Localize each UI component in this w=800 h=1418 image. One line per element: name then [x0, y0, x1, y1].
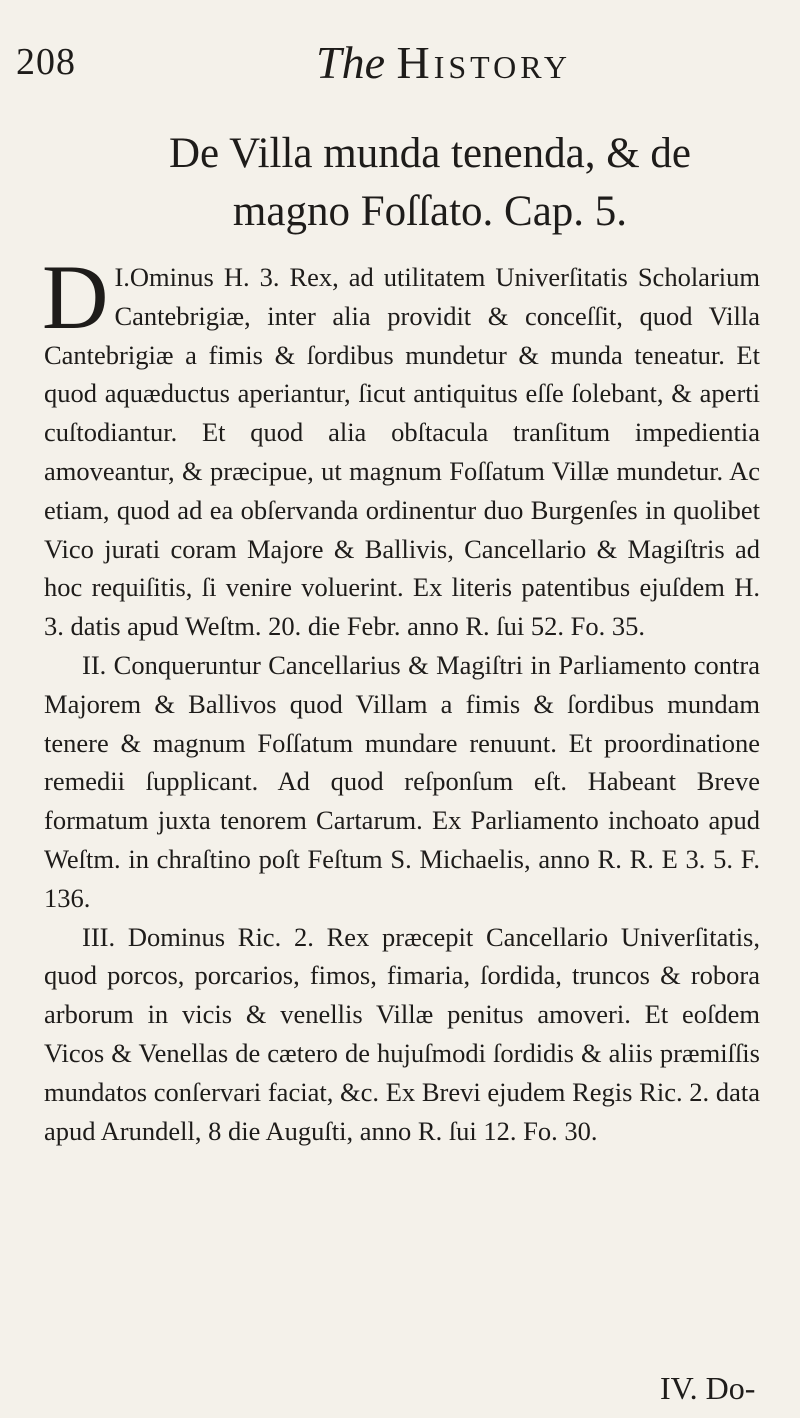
drop-cap: D — [42, 246, 109, 348]
paragraph-numeral: I. — [114, 262, 130, 292]
paragraph-2: II. Conqueruntur Cancellarius & Magiſtri in Parliamento contra Majorem & Ballivos quod Villam a fimis & ſordibus mundam tenere & magnum Foſſatum mundare renuunt. Et proordinatione remedii ſupplicant. Ad quod reſponſum eſt. Habeant Breve formatum juxta tenorem Cartarum. Ex Parliamento inchoato apud Weſtm. in chraſtino poſt Feſtum S. Michaelis, anno R. R. E 3. 5. F. 136. — [44, 649, 760, 913]
running-title-history: History — [396, 37, 571, 88]
paragraph-3: III. Dominus Ric. 2. Rex præcepit Cancellario Univerſitatis, quod porcos, porcarios, fimos, fimaria, ſordida, truncos & robora arborum in vicis & venellis Villæ penitus amoveri. Et eoſdem Vicos & Venellas de cætero de hujuſmodi ſordidis & aliis præmiſſis mundatos conſervari faciat, &c. Ex Brevi ejudem Regis Ric. 2. data apud Arundell, 8 die Auguſti, anno R. ſui 12. Fo. 30. — [44, 921, 760, 1146]
running-title-the: The — [316, 37, 385, 88]
running-title — [316, 36, 571, 89]
paragraph-1 — [42, 246, 760, 646]
page-number: 208 — [16, 41, 76, 83]
running-header — [16, 36, 656, 96]
body-text — [42, 246, 760, 1150]
paragraph-text: Ominus H. 3. Rex, ad utilitatem Univerſitatis Scholarium Cantebrigiæ, inter alia providit & conceſſit, quod Villa Cantebrigiæ a fimis & ſordibus mundetur & munda teneatur. Et quod aquæductus aperiantur, ſicut antiquitus eſſe ſolebant, & aperti cuſtodiantur. Et quod alia obſtacula tranſitum impedientia amoveantur, & præcipue, ut magnum Foſſatum Villæ mundetur. Ac etiam, quod ad ea obſervanda ordinentur duo Burgenſes in quolibet Vico jurati coram Majore & Ballivis, Cancellario & Magiſtris ad hoc requiſitis, ſi venire voluerint. Ex literis patentibus ejuſdem H. 3. datis apud Weſtm. 20. die Febr. anno R. ſui 52. Fo. 35. — [44, 262, 760, 642]
chapter-heading: De Villa munda tenenda, & de magno Foſſato. Cap. 5. — [168, 130, 692, 235]
catchword: IV. Do- — [660, 1370, 756, 1406]
